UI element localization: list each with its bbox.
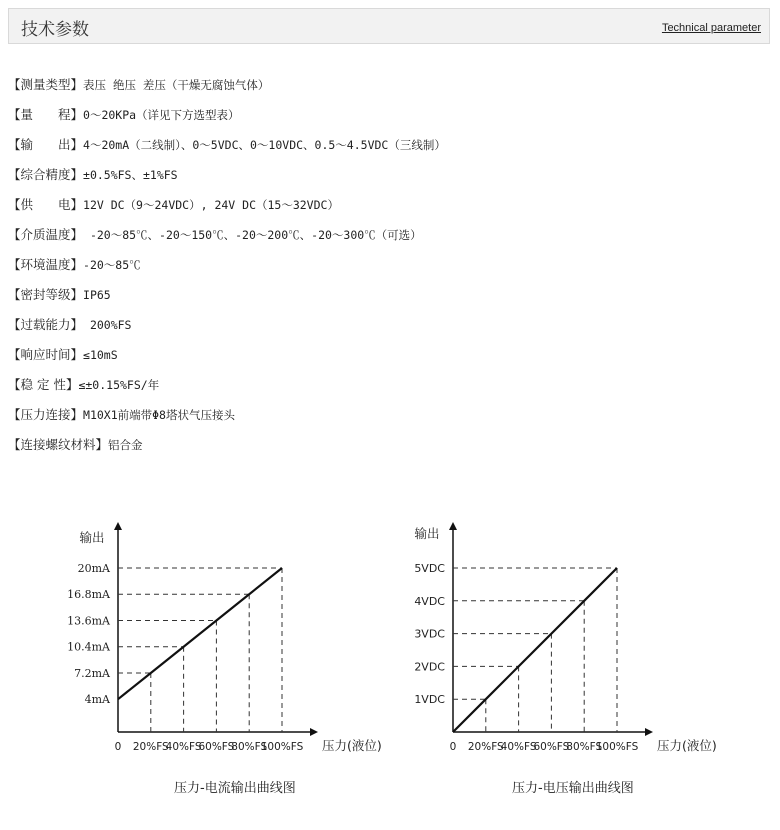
x-tick-label: 100%FS [260, 741, 304, 753]
y-tick-label: 2VDC [414, 660, 445, 674]
x-tick-label: 40%FS [500, 741, 537, 753]
param-value: 200%FS [83, 318, 132, 332]
x-tick-label: 60%FS [533, 741, 570, 753]
param-value: ≤±0.15%FS/年 [78, 378, 160, 392]
param-value: ≤10mS [83, 348, 118, 362]
param-row [8, 164, 768, 194]
x-tick-label: 0 [114, 741, 122, 753]
y-tick-label: 5VDC [414, 562, 445, 575]
y-tick-label: 20mA [77, 562, 110, 575]
technical-parameter-link[interactable]: Technical parameter [661, 22, 761, 34]
param-label: 【稳 定 性】 [8, 377, 79, 392]
param-row [8, 254, 768, 284]
param-row [8, 314, 768, 344]
param-label: 【量 程】 [8, 107, 84, 122]
x-axis-label: 压力(液位) [322, 738, 382, 753]
param-label: 【供 电】 [8, 197, 84, 212]
param-label: 【综合精度】 [8, 167, 84, 182]
param-value: ±0.5%FS、±1%FS [83, 168, 178, 182]
output-series-line [453, 568, 617, 732]
param-value: 12V DC（9～24VDC）, 24V DC（15～32VDC） [83, 198, 339, 212]
x-tick-label: 20%FS [132, 741, 169, 753]
param-row [8, 374, 768, 404]
param-value: -20～85℃、-20～150℃、-20～200℃、-20～300℃（可选） [83, 228, 422, 242]
x-tick-label: 40%FS [165, 741, 202, 753]
param-label: 【响应时间】 [8, 347, 84, 362]
y-axis-arrow [114, 522, 122, 530]
y-tick-label: 13.6mA [67, 614, 110, 628]
x-axis-label: 压力(液位) [657, 738, 717, 753]
param-row [8, 74, 768, 104]
param-row [8, 104, 768, 134]
y-tick-label: 1VDC [414, 693, 445, 707]
y-tick-label: 3VDC [414, 627, 445, 641]
param-label: 【压力连接】 [8, 407, 84, 422]
param-row [8, 434, 768, 464]
param-value: 0～20KPa（详见下方选型表） [83, 108, 240, 122]
charts-area [0, 500, 780, 770]
param-value: 铝合金 [108, 438, 143, 452]
x-tick-label: 0 [449, 741, 457, 753]
param-value: 4～20mA（二线制）、0～5VDC、0～10VDC、0.5～4.5VDC（三线制） [83, 138, 446, 152]
current-chart-title: 压力-电流输出曲线图 [174, 781, 296, 796]
param-row [8, 404, 768, 434]
param-label: 【环境温度】 [8, 257, 84, 272]
x-tick-label: 80%FS [231, 741, 268, 753]
y-tick-label: 10.4mA [67, 640, 110, 654]
voltage-chart-title: 压力-电压输出曲线图 [512, 781, 634, 796]
y-axis-arrow [449, 522, 457, 530]
param-label: 【过载能力】 [8, 317, 84, 332]
param-value: IP65 [83, 288, 111, 302]
output-series-line [118, 568, 282, 699]
param-label: 【介质温度】 [8, 227, 84, 242]
param-label: 【测量类型】 [8, 77, 84, 92]
y-tick-label: 4mA [84, 693, 110, 707]
y-tick-label: 7.2mA [74, 666, 110, 680]
param-label: 【密封等级】 [8, 287, 84, 302]
param-label: 【输 出】 [8, 137, 84, 152]
param-row [8, 194, 768, 224]
param-value: 表压 绝压 差压（干燥无腐蚀气体） [83, 78, 270, 92]
x-axis-arrow [645, 728, 653, 736]
x-tick-label: 20%FS [467, 741, 504, 753]
param-value: M10X1前端带Φ8塔状气压接头 [83, 408, 235, 422]
x-tick-label: 60%FS [198, 741, 235, 753]
param-row [8, 344, 768, 374]
x-tick-label: 100%FS [595, 741, 639, 753]
param-row [8, 284, 768, 314]
y-tick-label: 16.8mA [67, 588, 110, 602]
parameter-list [8, 74, 768, 464]
x-tick-label: 80%FS [566, 741, 603, 753]
param-row [8, 224, 768, 254]
y-axis-label: 输出 [79, 530, 105, 545]
y-axis-label: 输出 [414, 526, 440, 541]
y-tick-label: 4VDC [414, 594, 445, 608]
param-value: -20～85℃ [83, 258, 141, 272]
section-title: 技术参数 [21, 20, 89, 40]
section-header [8, 8, 770, 44]
param-row [8, 134, 768, 164]
param-label: 【连接螺纹材料】 [8, 437, 109, 452]
x-axis-arrow [310, 728, 318, 736]
